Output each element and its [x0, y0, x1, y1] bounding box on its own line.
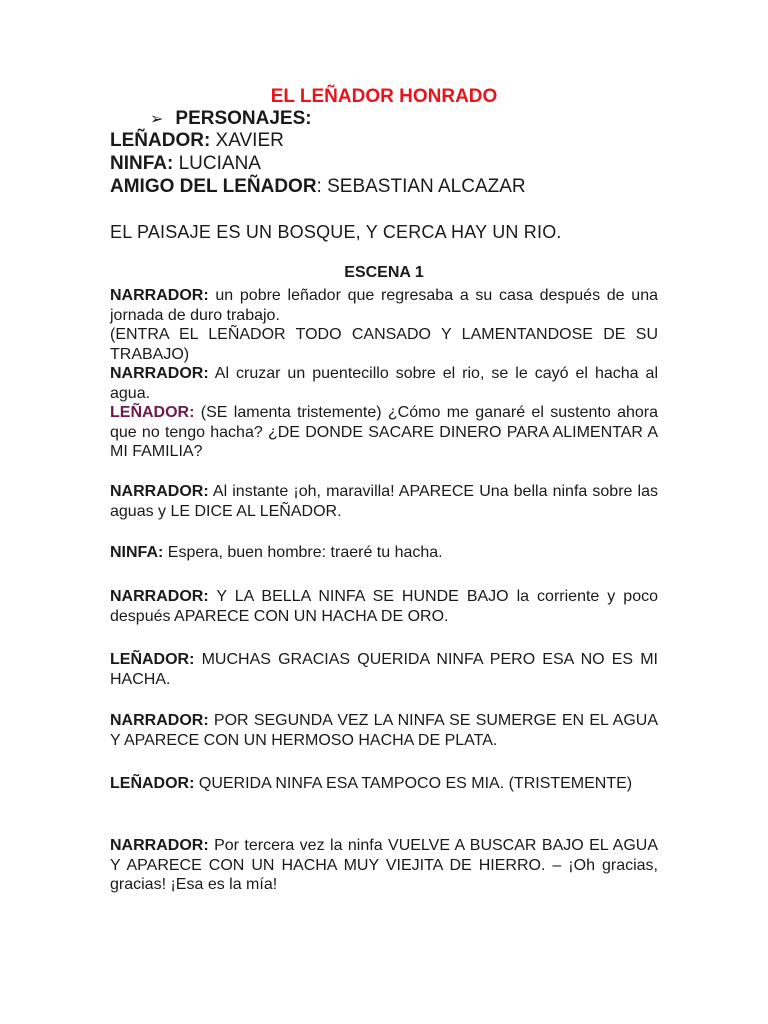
speaker-label: LEÑADOR: [110, 775, 195, 792]
speaker-label: NARRADOR: [110, 837, 209, 854]
script-line [110, 543, 658, 563]
cast-role: AMIGO DEL LEÑADOR [110, 176, 317, 197]
cast-item [110, 176, 526, 198]
speaker-label: NINFA: [110, 544, 164, 561]
line-text: (ENTRA EL LEÑADOR TODO CANSADO Y LAMENTANDOSE DE SU TRABAJO) [110, 326, 658, 363]
line-text: POR SEGUNDA VEZ LA NINFA SE SUMERGE EN EL AGUA Y APARECE CON UN HERMOSO HACHA DE PLATA. [110, 712, 658, 749]
scenery-description: EL PAISAJE ES UN BOSQUE, Y CERCA HAY UN RIO. [110, 222, 562, 242]
line-text: Y LA BELLA NINFA SE HUNDE BAJO la corriente y poco después APARECE CON UN HACHA DE ORO. [110, 588, 658, 625]
speaker-label: NARRADOR: [110, 588, 209, 605]
speaker-label: NARRADOR: [110, 483, 209, 500]
line-text: Espera, buen hombre: traeré tu hacha. [163, 544, 443, 561]
cast-role: LEÑADOR: [110, 130, 211, 151]
speaker-label: LEÑADOR: [110, 404, 195, 421]
personajes-heading [150, 108, 312, 130]
cast-actor: : SEBASTIAN ALCAZAR [316, 176, 526, 197]
line-text: Al cruzar un puentecillo sobre el rio, se le cayó el hacha al agua. [110, 365, 658, 402]
script-line [110, 364, 658, 403]
script-line [110, 836, 658, 895]
cast-actor: LUCIANA [173, 153, 261, 174]
script-line [110, 286, 658, 325]
script-line [110, 774, 658, 794]
line-text: Por tercera vez la ninfa VUELVE A BUSCAR BAJO EL AGUA Y APARECE CON UN HACHA MUY VIEJITA DE HIERRO. – ¡Oh gracias, gracias! ¡Esa es la mía! [110, 837, 658, 893]
cast-item [110, 153, 261, 175]
speaker-label: NARRADOR: [110, 287, 209, 304]
cast-item [110, 130, 284, 152]
arrow-bullet-icon: ➢ [150, 111, 164, 128]
speaker-label: NARRADOR: [110, 365, 209, 382]
line-text: Al instante ¡oh, maravilla! APARECE Una bella ninfa sobre las aguas y LE DICE AL LEÑADOR. [110, 483, 658, 520]
line-text: un pobre leñador que regresaba a su casa después de una jornada de duro trabajo. [110, 287, 658, 324]
cast-actor: XAVIER [210, 130, 284, 151]
script-line [110, 711, 658, 750]
script-line [110, 650, 658, 689]
script-line [110, 587, 658, 626]
cast-role: NINFA: [110, 153, 174, 174]
scene-title: ESCENA 1 [344, 264, 424, 281]
line-text: QUERIDA NINFA ESA TAMPOCO ES MIA. (TRISTEMENTE) [194, 775, 633, 792]
document-title: EL LEÑADOR HONRADO [270, 86, 498, 107]
personajes-label: PERSONAJES: [175, 108, 312, 129]
line-text: (SE lamenta tristemente) ¿Cómo me ganaré el sustento ahora que no tengo hacha? ¿DE DONDE SACARE DINERO PARA ALIMENTAR A MI FAMILIA? [110, 404, 658, 460]
speaker-label: LEÑADOR: [110, 651, 195, 668]
line-text: MUCHAS GRACIAS QUERIDA NINFA PERO ESA NO ES MI HACHA. [110, 651, 658, 688]
stage-direction [110, 325, 658, 364]
speaker-label: NARRADOR: [110, 712, 209, 729]
script-line [110, 403, 658, 462]
script-line [110, 482, 658, 521]
